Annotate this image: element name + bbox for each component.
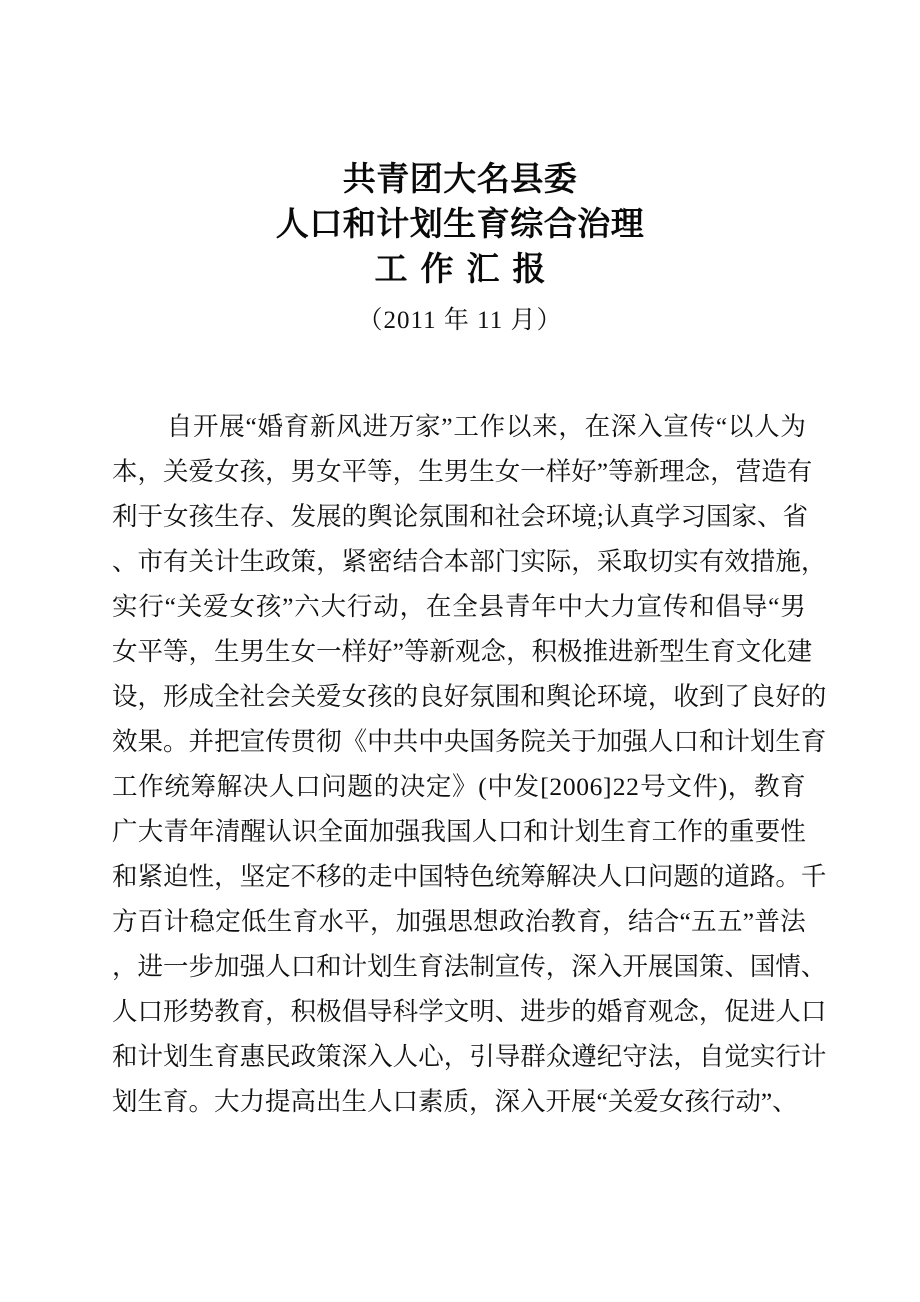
body-line: 广 大 青 年 清 醒 认 识 全 面 加 强 我 国 人 口 和 计 划 生 育 工 作 的 重 要 性 xyxy=(112,817,806,846)
body-line: ， 进 一 步 加 强 人 口 和 计 划 生 育 法 制 宣 传 ， 深 入 开 展 国 策 、 国 情 、 xyxy=(112,952,827,981)
title-line-organization: 共青团大名县委 xyxy=(342,162,578,198)
document-title-block xyxy=(0,158,920,338)
body-line: 效 果 。 并 把 宣 传 贯 彻 《 中 共 中 央 国 务 院 关 于 加 强 人 口 和 计 划 生 育 xyxy=(112,727,827,756)
body-line: 设 ， 形 成 全 社 会 关 爱 女 孩 的 良 好 氛 围 和 舆 论 环 境 ， 收 到 了 良 好 的 xyxy=(112,682,827,711)
body-line: 本 ， 关 爱 女 孩 ， 男 女 平 等 ， 生 男 生 女 一 样 好 ” 等 新 理 念 ， 营 造 有 xyxy=(112,457,813,486)
body-line: 划生育。大力提高出生人口素质，深入开展“关爱女孩行动”、 xyxy=(112,1087,798,1116)
body-line: 实 行 “ 关 爱 女 孩 ” 六 大 行 动 ， 在 全 县 青 年 中 大 力 宣 传 和 倡 导 “ 男 xyxy=(112,592,806,621)
body-line: 自 开 展 “ 婚 育 新 风 进 万 家 ” 工 作 以 来 ， 在 深 入 宣 传 “ 以 人 为 xyxy=(166,412,806,441)
body-line: 女 平 等 ， 生 男 生 女 一 样 好 ” 等 新 观 念 ， 积 极 推 进 新 型 生 育 文 化 建 xyxy=(112,637,813,666)
body-line: 和 紧 迫 性 ， 坚 定 不 移 的 走 中 国 特 色 统 筹 解 决 人 口 问 题 的 道 路 。 千 xyxy=(112,862,827,891)
title-line-doctype: 工作汇报 xyxy=(374,252,559,288)
body-line: 和 计 划 生 育 惠 民 政 策 深 入 人 心 ， 引 导 群 众 遵 纪 守 法 ， 自 觉 实 行 计 xyxy=(112,1042,827,1071)
body-line: 方 百 计 稳 定 低 生 育 水 平 ， 加 强 思 想 政 治 教 育 ， 结 合 “ 五 五 ” 普 法 xyxy=(112,907,806,936)
title-date: （2011 年 11 月） xyxy=(357,307,563,334)
body-line: 工 作 统 筹 解 决 人 口 问 题 的 决 定 》 ( 中 发 [ 2 0 0 6 ] 2 2 号 文 件 ) ， 教 育 xyxy=(112,772,806,801)
body-line: 人 口 形 势 教 育 ， 积 极 倡 导 科 学 文 明 、 进 步 的 婚 育 观 念 ， 促 进 人 口 xyxy=(112,997,827,1026)
body-line: 利 于 女 孩 生 存 、 发 展 的 舆 论 氛 围 和 社 会 环 境 ; 认 真 学 习 国 家 、 省 xyxy=(112,502,809,531)
body-line: 、 市 有 关 计 生 政 策 ， 紧 密 结 合 本 部 门 实 际 ， 采 取 切 实 有 效 措 施 ， xyxy=(112,547,827,576)
document-body xyxy=(112,404,827,1124)
title-line-subject: 人口和计划生育综合治理 xyxy=(275,207,645,243)
